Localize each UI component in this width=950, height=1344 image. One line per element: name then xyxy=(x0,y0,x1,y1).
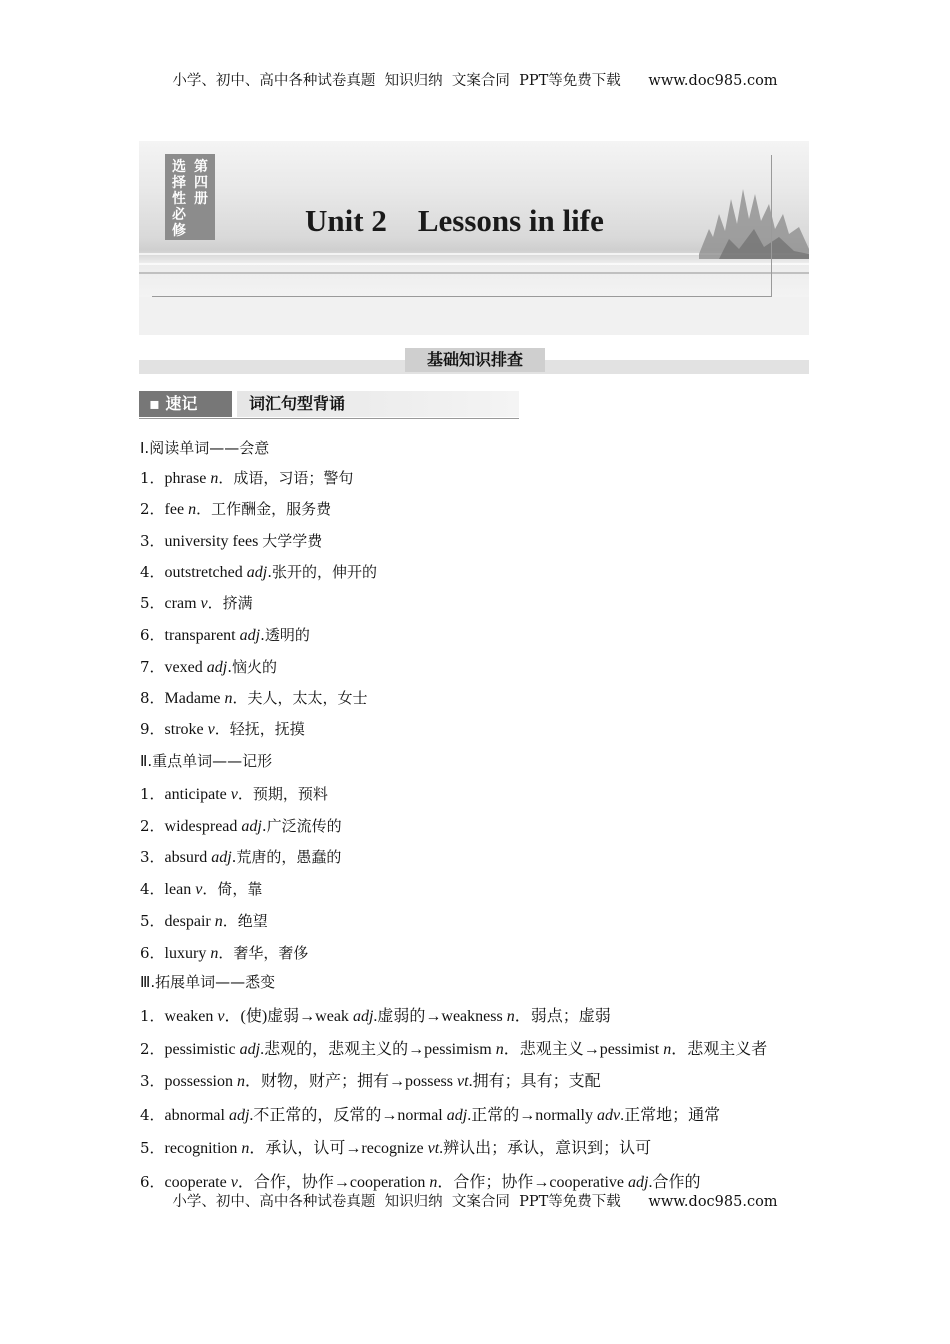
item-pos: adj xyxy=(211,849,232,866)
item-definition: ．轻抚，抚摸 xyxy=(214,720,305,738)
item-pos: n xyxy=(210,945,219,962)
item-definition: ．挤满 xyxy=(207,594,253,612)
item-number: 5． xyxy=(140,1139,165,1157)
item-number: 1． xyxy=(140,785,165,803)
vocab-item xyxy=(140,467,353,488)
item-pos: adj xyxy=(628,1174,649,1191)
item-number: 1． xyxy=(140,1007,165,1025)
item-number: 4． xyxy=(140,563,165,581)
item-word: despair xyxy=(164,913,215,930)
item-text: cooperate xyxy=(164,1174,231,1191)
item-text: .合作的 xyxy=(648,1174,701,1191)
item-text: ．悲观主义者 xyxy=(671,1041,768,1058)
item-pos: adj xyxy=(228,1107,250,1124)
item-definition: ．倚，靠 xyxy=(202,880,263,898)
item-number: 6． xyxy=(140,626,165,644)
item-word: Madame xyxy=(164,690,225,707)
item-number: 4． xyxy=(140,880,165,898)
item-word: university fees xyxy=(164,533,263,550)
item-number: 6． xyxy=(140,944,165,962)
item-number: 5． xyxy=(140,594,165,612)
item-word: anticipate xyxy=(164,786,231,803)
item-number: 3． xyxy=(140,532,165,550)
item-word: lean xyxy=(164,881,196,898)
item-text: ．财物，财产；拥有→possess xyxy=(245,1073,458,1090)
item-pos: n xyxy=(429,1174,438,1191)
item-word: luxury xyxy=(164,945,211,962)
item-definition: ．工作酬金，服务费 xyxy=(196,500,332,518)
item-pos: n xyxy=(241,1140,250,1157)
item-pos: adj xyxy=(352,1008,374,1025)
item-pos: vt xyxy=(457,1073,469,1090)
book-tag-col2: 第四册 xyxy=(194,159,208,207)
item-definition: 大学学费 xyxy=(262,532,323,550)
item-word: cram xyxy=(164,595,201,612)
vocab-item xyxy=(140,498,331,519)
item-definition: ．预期，预料 xyxy=(237,785,328,803)
item-number: 4． xyxy=(140,1106,165,1124)
vocab-item xyxy=(140,687,368,708)
item-pos: v xyxy=(207,721,215,738)
item-pos: adj xyxy=(206,659,228,676)
item-text: ．合作，协作→cooperation xyxy=(237,1174,430,1191)
item-definition: .张开的，伸开的 xyxy=(267,563,377,581)
item-word: absurd xyxy=(164,849,212,866)
part3-heading: Ⅲ.拓展单词——悉变 xyxy=(140,973,276,991)
item-text: pessimistic xyxy=(164,1041,240,1058)
vocab-item xyxy=(140,815,342,836)
item-pos: v xyxy=(200,595,208,612)
item-pos: adj xyxy=(239,627,261,644)
page-footer: 小学、初中、高中各种试卷真题 知识归纳 文案合同 PPT等免费下载 www.doc985.com xyxy=(172,1194,778,1210)
item-text: .拥有；具有；支配 xyxy=(468,1073,601,1090)
item-text: ．(使)虚弱→weak xyxy=(224,1008,353,1025)
section-title: 基础知识排查 xyxy=(405,348,545,372)
item-pos: n xyxy=(237,1073,245,1090)
vocab-item xyxy=(140,718,305,739)
part1-heading: Ⅰ.阅读单词——会意 xyxy=(140,439,270,457)
vocab-item xyxy=(140,656,277,677)
item-text: .悲观的，悲观主义的→pessimism xyxy=(260,1041,496,1058)
book-tag-col1: 选择性必修 xyxy=(172,159,186,239)
vocab-item xyxy=(140,1102,720,1125)
item-number: 1． xyxy=(140,469,165,487)
sub-section-title: 词汇句型背诵 xyxy=(237,391,519,417)
vocab-item xyxy=(140,1169,700,1192)
item-text: .虚弱的→weakness xyxy=(373,1008,507,1025)
item-text: ．弱点；虚弱 xyxy=(514,1008,611,1025)
item-number: 5． xyxy=(140,912,165,930)
item-pos: vt xyxy=(427,1140,440,1157)
landscape-trees-icon xyxy=(699,159,809,259)
item-text: possession xyxy=(164,1073,237,1090)
item-text: .不正常的，反常的→normal xyxy=(249,1107,447,1124)
item-word: widespread xyxy=(164,818,242,835)
page-header: 小学、初中、高中各种试卷真题 知识归纳 文案合同 PPT等免费下载 www.doc985.com xyxy=(172,73,778,89)
item-text: .正常地；通常 xyxy=(620,1107,721,1124)
item-pos: n xyxy=(188,501,197,518)
vocab-item xyxy=(140,846,341,867)
item-number: 9． xyxy=(140,720,165,738)
item-text: ．承认，认可→recognize xyxy=(249,1140,428,1157)
vocab-item xyxy=(140,1003,611,1026)
item-pos: adv xyxy=(596,1107,621,1124)
item-definition: ．奢华，奢侈 xyxy=(218,944,309,962)
item-word: transparent xyxy=(164,627,240,644)
item-text: ．合作；协作→cooperative xyxy=(437,1174,629,1191)
item-pos: n xyxy=(663,1041,672,1058)
vocab-item xyxy=(140,1036,767,1059)
item-pos: v xyxy=(230,786,238,803)
vocab-item xyxy=(140,624,310,645)
item-definition: ．夫人，太太，女士 xyxy=(232,689,368,707)
item-definition: .恼火的 xyxy=(227,658,277,676)
item-word: phrase xyxy=(164,470,211,487)
vocab-item xyxy=(140,1068,601,1091)
item-number: 7． xyxy=(140,658,165,676)
banner-shadow xyxy=(139,297,809,335)
vocab-item xyxy=(140,592,253,613)
vocab-item xyxy=(140,1135,651,1158)
vocab-item xyxy=(140,942,308,963)
item-pos: n xyxy=(506,1008,515,1025)
item-pos: adj xyxy=(246,564,268,581)
item-pos: adj xyxy=(241,818,262,835)
item-pos: n xyxy=(495,1041,504,1058)
item-pos: adj xyxy=(446,1107,468,1124)
quick-memory-tag: ▪ 速记 xyxy=(139,391,232,417)
unit-title: Unit 2 Lessons in life xyxy=(305,203,604,238)
item-number: 6． xyxy=(140,1173,165,1191)
item-pos: n xyxy=(210,470,219,487)
item-text: weaken xyxy=(164,1008,218,1025)
item-pos: v xyxy=(217,1008,225,1025)
item-pos: adj xyxy=(239,1041,261,1058)
sub-section-header xyxy=(139,391,519,419)
item-number: 2． xyxy=(140,817,165,835)
item-number: 8． xyxy=(140,689,165,707)
item-number: 2． xyxy=(140,1040,165,1058)
vocab-item xyxy=(140,561,377,582)
item-text: ．悲观主义→pessimist xyxy=(503,1041,664,1058)
item-text: .辨认出；承认，意识到；认可 xyxy=(439,1140,652,1157)
item-definition: ．绝望 xyxy=(222,912,268,930)
item-number: 2． xyxy=(140,500,165,518)
item-definition: .荒唐的，愚蠢的 xyxy=(231,848,342,866)
item-definition: ．成语，习语；警句 xyxy=(218,469,354,487)
vocab-item xyxy=(140,783,328,804)
book-tag xyxy=(165,154,215,240)
item-word: stroke xyxy=(164,721,208,738)
item-number: 3． xyxy=(140,1072,165,1090)
item-text: recognition xyxy=(164,1140,242,1157)
item-pos: n xyxy=(214,913,223,930)
item-text: .正常的→normally xyxy=(467,1107,597,1124)
item-pos: v xyxy=(230,1174,238,1191)
vocab-item xyxy=(140,910,268,931)
item-word: vexed xyxy=(164,659,207,676)
item-text: abnormal xyxy=(164,1107,229,1124)
part2-heading: Ⅱ.重点单词——记形 xyxy=(140,752,273,770)
item-number: 3． xyxy=(140,848,165,866)
vocab-item xyxy=(140,878,262,899)
item-word: outstretched xyxy=(164,564,247,581)
item-pos: n xyxy=(224,690,233,707)
vocab-item xyxy=(140,530,322,551)
item-definition: .透明的 xyxy=(260,626,310,644)
item-definition: .广泛流传的 xyxy=(261,817,342,835)
item-pos: v xyxy=(195,881,203,898)
item-word: fee xyxy=(164,501,189,518)
